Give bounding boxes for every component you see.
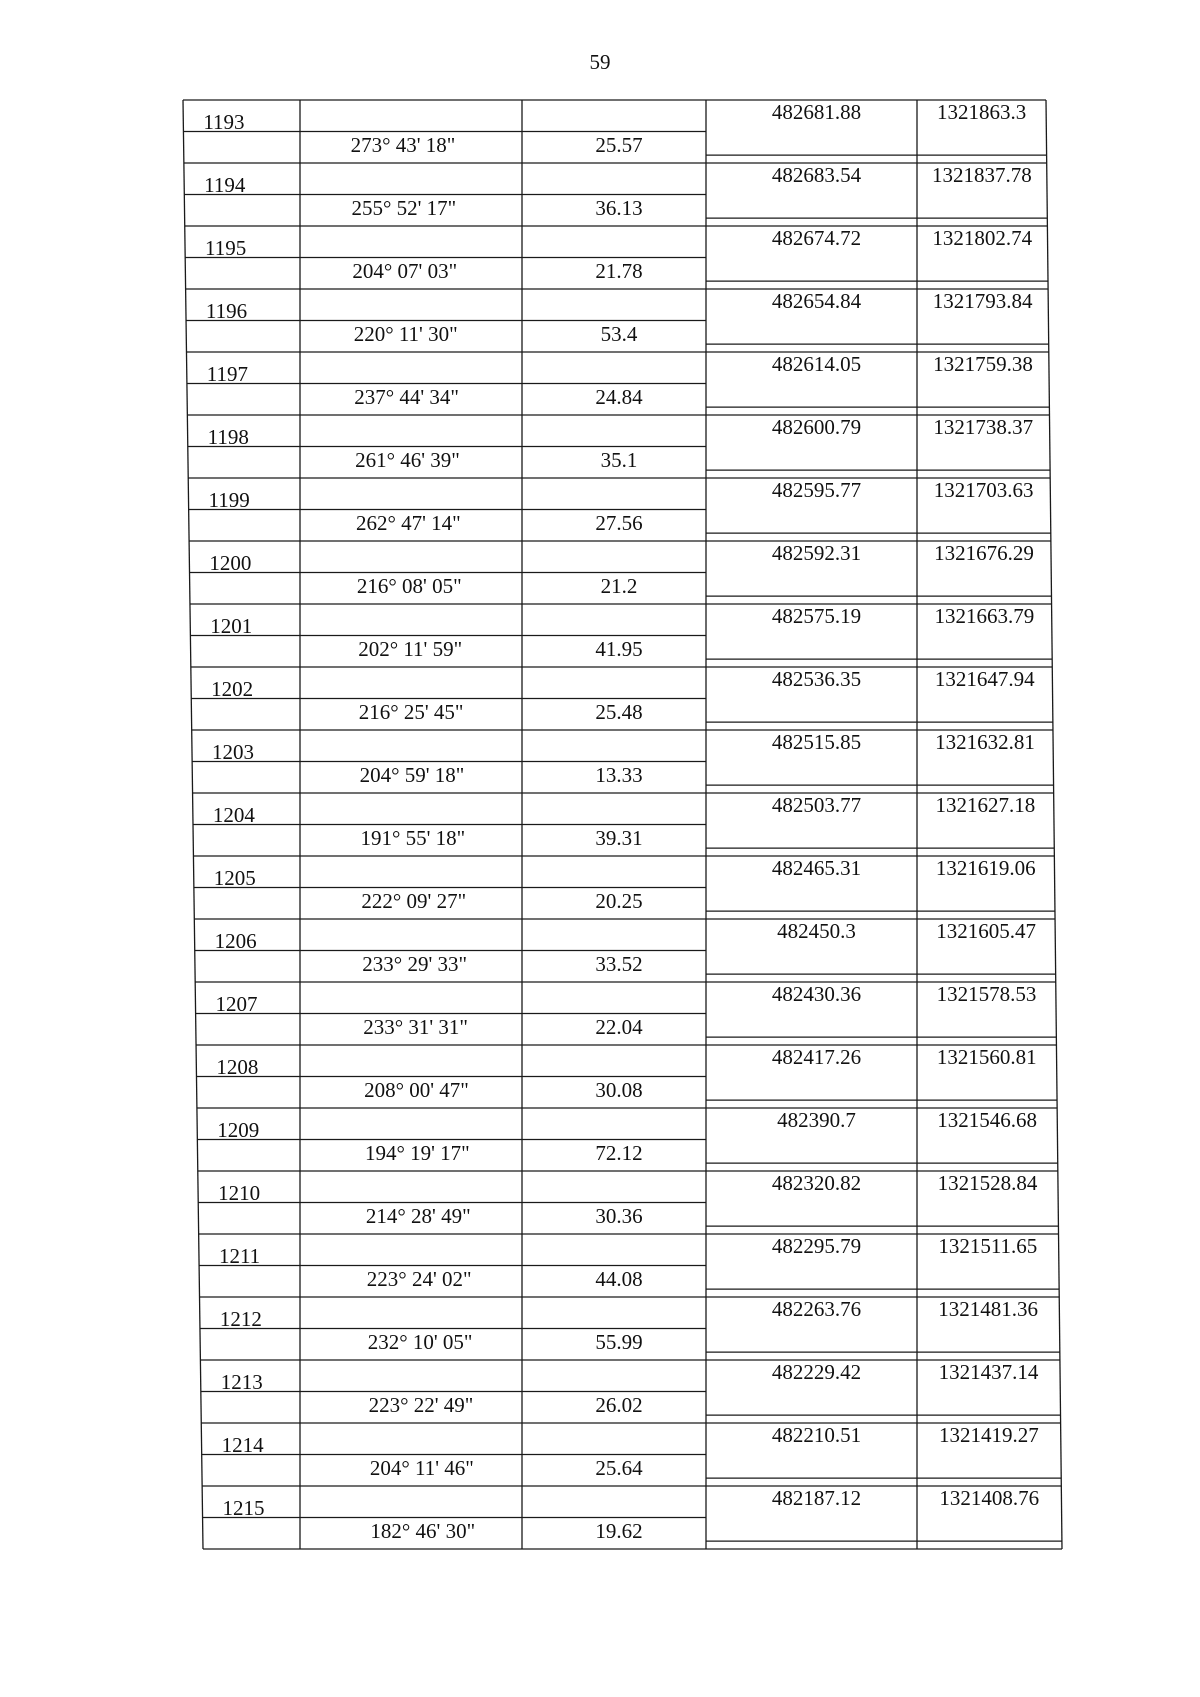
point-id: 1210 [218,1180,261,1205]
segment-distance: 22.04 [595,1014,643,1039]
segment-bearing: 191° 55' 18" [360,825,466,850]
coordinate-y: 1321759.38 [933,352,1033,377]
coordinate-y: 1321560.81 [936,1045,1037,1070]
point-id: 1196 [205,298,248,323]
point-id: 1200 [209,550,252,575]
segment-bearing: 273° 43' 18" [350,132,456,157]
segment-bearing: 223° 24' 02" [366,1266,472,1291]
point-id: 1215 [222,1495,265,1520]
coordinate-x: 482503.77 [771,793,862,818]
point-id: 1195 [205,235,247,260]
point-id: 1203 [212,739,254,764]
coordinate-y: 1321627.18 [935,793,1036,818]
segment-distance: 53.4 [600,321,638,346]
coordinate-x: 482229.42 [771,1360,862,1385]
segment-distance: 27.56 [595,510,643,535]
coordinate-x: 482295.79 [771,1234,862,1259]
point-id: 1202 [211,676,254,701]
segment-distance: 20.25 [595,888,643,913]
coordinate-x: 482465.31 [771,856,862,881]
point-id: 1209 [217,1117,260,1142]
coordinate-y: 1321605.47 [936,919,1036,944]
coordinate-x: 482263.76 [771,1297,862,1322]
coordinate-y: 1321528.84 [937,1171,1038,1196]
coordinate-y: 1321738.37 [933,415,1034,440]
segment-distance: 19.62 [595,1518,643,1543]
coordinate-x: 482681.88 [771,100,862,125]
point-id: 1193 [203,109,245,134]
coordinate-x: 482600.79 [771,415,862,440]
coordinate-y: 1321632.81 [935,730,1035,755]
segment-distance: 33.52 [595,951,643,976]
point-id: 1199 [208,487,250,512]
coordinate-y: 1321703.63 [933,478,1034,503]
segment-distance: 24.84 [595,384,643,409]
point-id: 1212 [219,1306,262,1331]
segment-distance: 21.2 [600,573,638,598]
coordinate-x: 482430.36 [771,982,862,1007]
segment-bearing: 220° 11' 30" [353,321,458,346]
coordinate-y: 1321863.3 [936,100,1027,125]
coordinate-x: 482683.54 [771,163,862,188]
point-id: 1201 [210,613,253,638]
coordinate-x: 482417.26 [771,1045,862,1070]
coordinate-x: 482536.35 [771,667,862,692]
segment-distance: 41.95 [595,636,643,661]
coordinate-y: 1321408.76 [939,1486,1040,1511]
segment-distance: 72.12 [595,1140,643,1165]
point-id: 1211 [218,1243,261,1268]
segment-distance: 30.08 [595,1077,643,1102]
coordinate-y: 1321511.65 [938,1234,1038,1259]
segment-distance: 44.08 [595,1266,643,1291]
segment-bearing: 223° 22' 49" [368,1392,474,1417]
segment-bearing: 222° 09' 27" [361,888,467,913]
coordinate-x: 482674.72 [771,226,862,251]
segment-distance: 35.1 [600,447,638,472]
segment-distance: 21.78 [595,258,643,283]
segment-bearing: 216° 08' 05" [356,573,462,598]
coordinate-y: 1321578.53 [936,982,1037,1007]
segment-bearing: 208° 00' 47" [364,1077,469,1102]
segment-bearing: 194° 19' 17" [365,1140,470,1165]
coordinate-y: 1321663.79 [934,604,1035,629]
coordinate-y: 1321802.74 [932,226,1033,251]
point-id: 1205 [213,865,256,890]
point-id: 1214 [221,1432,264,1457]
coordinate-y: 1321837.78 [932,163,1032,188]
page-number: 59 [589,50,611,74]
segment-bearing: 204° 11' 46" [369,1455,474,1480]
coordinate-x: 482187.12 [771,1486,862,1511]
coordinate-x: 482614.05 [771,352,862,377]
segment-bearing: 204° 59' 18" [359,762,465,787]
segment-distance: 25.48 [595,699,643,724]
coordinate-x: 482450.3 [777,919,856,944]
coordinate-y: 1321546.68 [937,1108,1037,1133]
coordinate-y: 1321676.29 [934,541,1034,566]
segment-distance: 30.36 [595,1203,643,1228]
segment-distance: 25.64 [595,1455,643,1480]
segment-bearing: 182° 46' 30" [370,1518,476,1543]
segment-bearing: 233° 31' 31" [363,1014,468,1039]
segment-bearing: 237° 44' 34" [354,384,459,409]
point-id: 1208 [216,1054,259,1079]
coordinate-y: 1321793.84 [932,289,1033,314]
point-id: 1213 [220,1369,263,1394]
segment-distance: 55.99 [595,1329,643,1354]
segment-bearing: 204° 07' 03" [352,258,458,283]
segment-distance: 39.31 [595,825,643,850]
table-border-right [1046,100,1062,1549]
point-id: 1194 [204,172,246,197]
point-id: 1204 [212,802,255,827]
coordinate-x: 482654.84 [771,289,862,314]
point-id: 1206 [214,928,257,953]
coordinate-y: 1321437.14 [938,1360,1039,1385]
segment-bearing: 214° 28' 49" [365,1203,471,1228]
point-id: 1207 [215,991,258,1016]
segment-bearing: 202° 11' 59" [358,636,463,661]
segment-distance: 13.33 [595,762,643,787]
coordinate-x: 482592.31 [771,541,862,566]
coordinate-y: 1321419.27 [939,1423,1039,1448]
point-id: 1198 [207,424,249,449]
coordinate-y: 1321481.36 [938,1297,1039,1322]
coordinate-x: 482320.82 [771,1171,862,1196]
segment-bearing: 262° 47' 14" [356,510,461,535]
segment-distance: 26.02 [595,1392,643,1417]
coordinate-x: 482575.19 [771,604,862,629]
segment-distance: 36.13 [595,195,643,220]
coordinate-y: 1321647.94 [934,667,1035,692]
coordinate-x: 482210.51 [771,1423,862,1448]
coordinate-x: 482390.7 [777,1108,856,1133]
segment-bearing: 232° 10' 05" [367,1329,473,1354]
segment-bearing: 255° 52' 17" [351,195,457,220]
coordinate-x: 482515.85 [771,730,862,755]
segment-bearing: 216° 25' 45" [358,699,464,724]
segment-distance: 25.57 [595,132,643,157]
segment-bearing: 261° 46' 39" [355,447,460,472]
coordinate-y: 1321619.06 [935,856,1036,881]
coordinate-x: 482595.77 [771,478,862,503]
point-id: 1197 [206,361,249,386]
segment-bearing: 233° 29' 33" [362,951,468,976]
